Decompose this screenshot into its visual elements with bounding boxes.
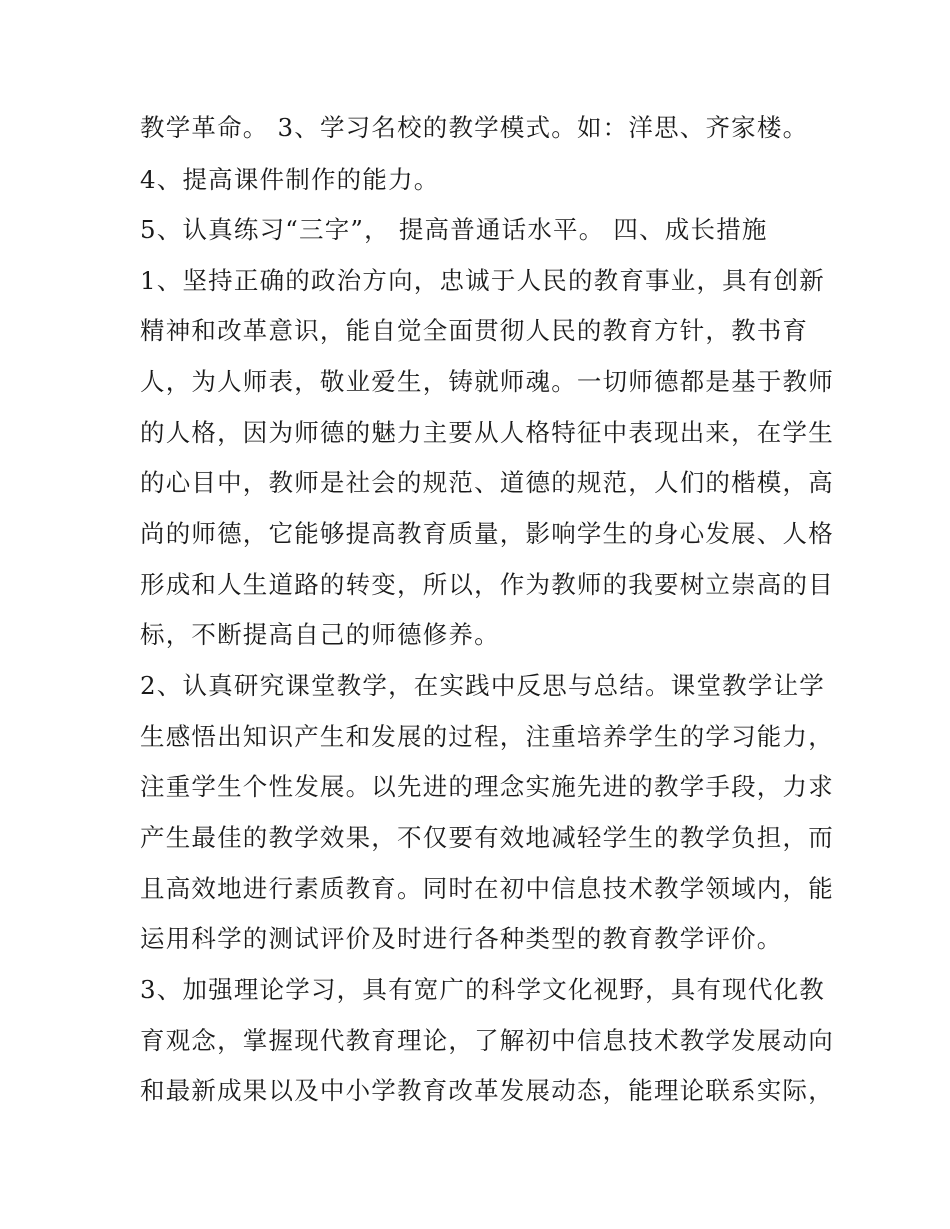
text-line: 3、加强理论学习，具有宽广的科学文化视野，具有现代化教 (140, 975, 825, 1004)
text-line: 标，不断提高自己的师德修养。 (140, 620, 500, 649)
text-line: 教学革命。 3、学习名校的教学模式。如：洋思、齐家楼。 (140, 113, 809, 142)
text-line: 的人格，因为师德的魅力主要从人格特征中表现出来，在学生 (140, 418, 834, 447)
text-line: 且高效地进行素质教育。同时在初中信息技术教学领域内，能 (140, 874, 834, 903)
text-line: 2、认真研究课堂教学，在实践中反思与总结。课堂教学让学 (140, 671, 825, 700)
text-line: 5、认真练习“三字”， 提高普通话水平。 四、成长措施 (140, 215, 768, 244)
text-line: 和最新成果以及中小学教育改革发展动态，能理论联系实际， (140, 1076, 834, 1105)
text-line: 1、坚持正确的政治方向，忠诚于人民的教育事业，具有创新 (140, 266, 825, 295)
text-line: 人，为人师表，敬业爱生，铸就师魂。一切师德都是基于教师 (140, 367, 834, 396)
text-line: 注重学生个性发展。以先进的理念实施先进的教学手段，力求 (140, 772, 834, 801)
text-line: 形成和人生道路的转变，所以，作为教师的我要树立崇高的目 (140, 570, 834, 599)
text-line: 4、提高课件制作的能力。 (140, 165, 440, 194)
text-line: 精神和改革意识，能自觉全面贯彻人民的教育方针，教书育 (140, 316, 809, 345)
text-line: 运用科学的测试评价及时进行各种类型的教育教学评价。 (140, 924, 783, 953)
text-line: 产生最佳的教学效果，不仅要有效地减轻学生的教学负担，而 (140, 823, 834, 852)
text-line: 生感悟出知识产生和发展的过程，注重培养学生的学习能力， (140, 722, 834, 751)
text-line: 育观念，掌握现代教育理论，了解初中信息技术教学发展动向 (140, 1026, 834, 1055)
text-line: 尚的师德，它能够提高教育质量，影响学生的身心发展、人格 (140, 519, 834, 548)
text-line: 的心目中，教师是社会的规范、道德的规范，人们的楷模，高 (140, 468, 834, 497)
